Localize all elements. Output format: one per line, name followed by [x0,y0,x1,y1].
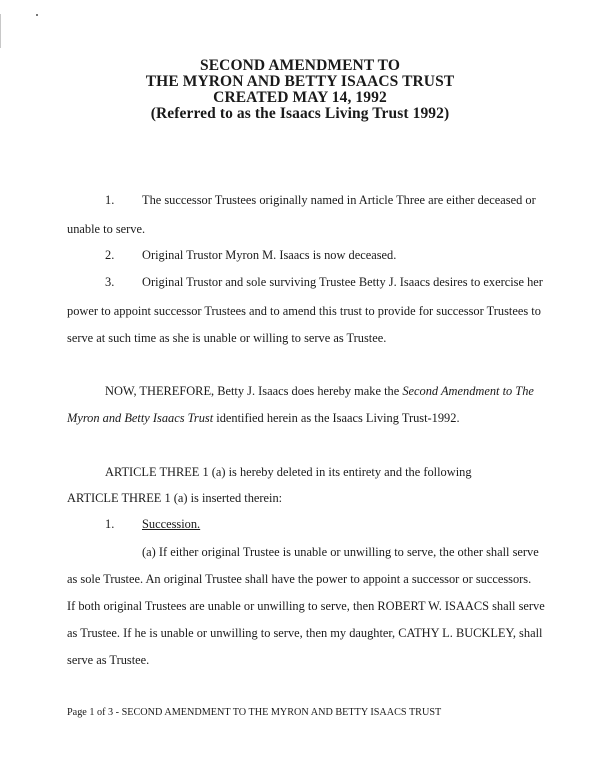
scan-speck [36,14,38,16]
succession-line-2: as sole Trustee. An original Trustee shall have the power to appoint a successor or successors. [67,572,532,586]
document-title [0,58,600,122]
recital-1-line-2: unable to serve. [67,222,146,236]
recital-3-line-3: serve at such time as she is unable or willing to serve as Trustee. [67,331,387,345]
now-therefore-line-2 [67,411,460,426]
section-number: 1. [105,517,115,531]
title-line-3: CREATED MAY 14, 1992 [213,89,387,106]
now-therefore-line-1 [105,384,534,399]
recital-2-number: 2. [105,248,115,262]
title-line-2: THE MYRON AND BETTY ISAACS TRUST [145,73,455,90]
section-title: Succession. [142,517,201,531]
title-line-4: (Referred to as the Isaacs Living Trust 1992) [150,105,450,122]
succession-line-4: as Trustee. If he is unable or unwilling to serve, then my daughter, CATHY L. BUCKLEY, shall [67,626,543,640]
amendment-name-italic-1: Second Amendment to The [402,384,534,398]
recital-3-number: 3. [105,275,115,289]
succession-line-1: (a) If either original Trustee is unable or unwilling to serve, the other shall serve [142,545,539,559]
recital-1-line-1: The successor Trustees originally named in Article Three are either deceased or [142,193,536,207]
recital-3-line-1: Original Trustor and sole surviving Trustee Betty J. Isaacs desires to exercise her [142,275,543,289]
amendment-name-italic-2: Myron and Betty Isaacs Trust [67,411,214,425]
succession-line-3: If both original Trustees are unable or unwilling to serve, then ROBERT W. ISAACS shall serve [67,599,545,613]
title-line-1: SECOND AMENDMENT TO [200,57,400,74]
recital-3-line-2: power to appoint successor Trustees and to amend this trust to provide for successor Trustees to [67,304,541,318]
now-therefore-suffix: identified herein as the Isaacs Living Trust-1992. [213,411,460,425]
recital-1-number: 1. [105,193,115,207]
now-therefore-prefix: NOW, THEREFORE, Betty J. Isaacs does hereby make the [105,384,403,398]
succession-line-5: serve as Trustee. [67,653,150,667]
page-footer: Page 1 of 3 - SECOND AMENDMENT TO THE MYRON AND BETTY ISAACS TRUST [67,707,442,718]
article-line-1: ARTICLE THREE 1 (a) is hereby deleted in its entirety and the following [105,465,472,479]
recital-2-line-1: Original Trustor Myron M. Isaacs is now deceased. [142,248,397,262]
scan-edge-mark [0,14,1,48]
article-line-2: ARTICLE THREE 1 (a) is inserted therein: [67,491,283,505]
